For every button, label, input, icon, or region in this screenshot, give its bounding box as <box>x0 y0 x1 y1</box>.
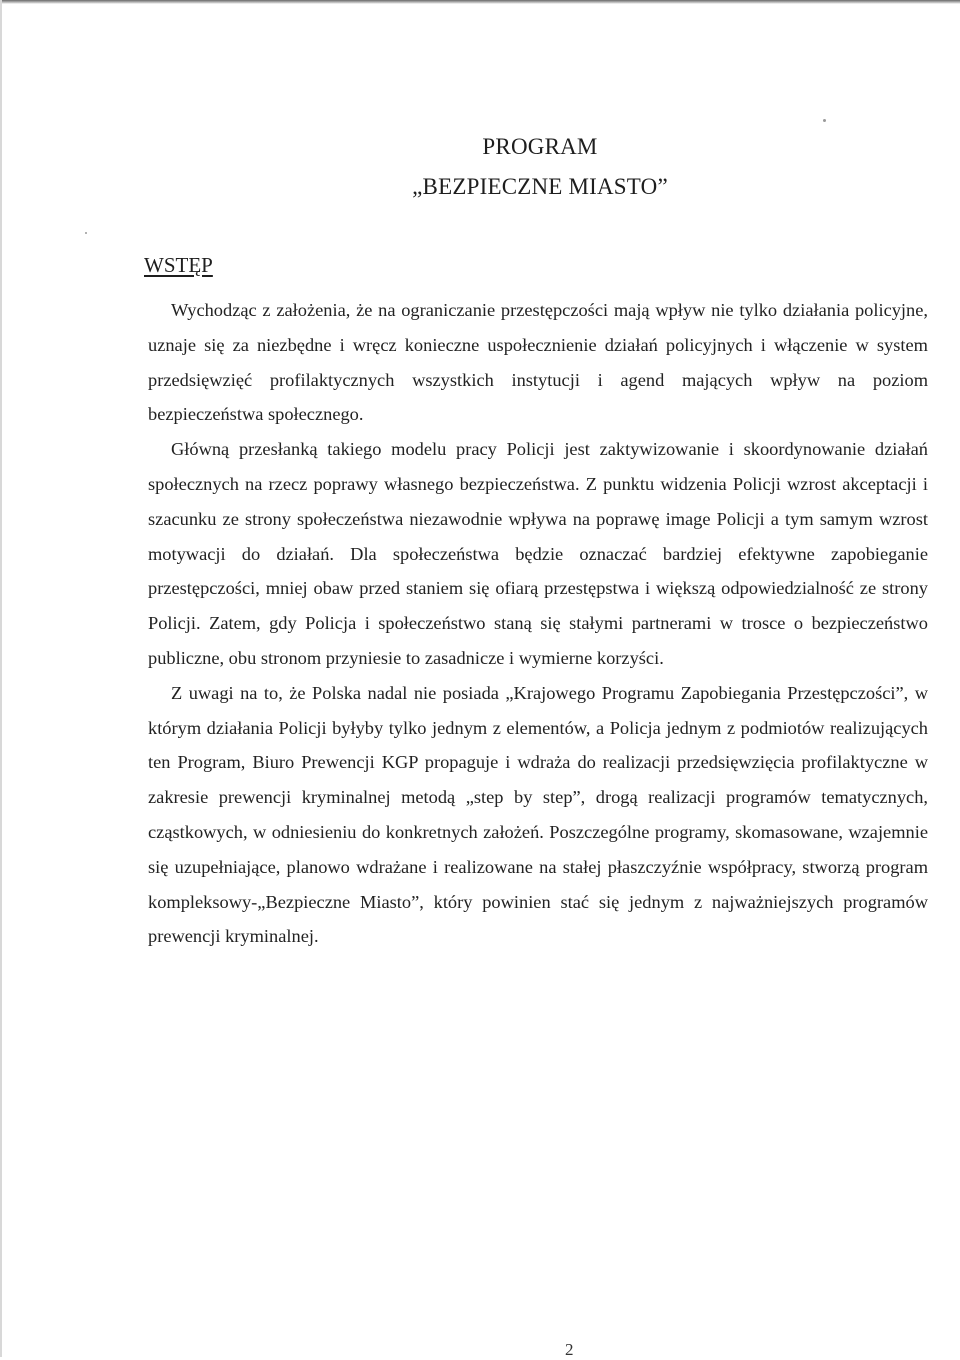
scan-speck <box>85 232 87 234</box>
paragraph-1: Wychodząc z założenia, że na ograniczanie przestępczości mają wpływ nie tylko działania policyjne, uznaje się za niezbędne i wręcz konieczne uspołecznienie działań policyjnych i włączenie w system przedsięwzięć profilaktycznych wszystkich instytucji i agend mających wpływ na poziom bezpieczeństwa społecznego. <box>148 300 928 425</box>
document-body <box>148 293 928 954</box>
scan-speck <box>823 119 826 122</box>
scan-edge-top <box>0 0 960 4</box>
paragraph-2: Główną przesłanką takiego modelu pracy Policji jest zaktywizowanie i skoordynowanie działań społecznych na rzecz poprawy własnego bezpieczeństwa. Z punktu widzenia Policji wzrost akceptacji i szacunku ze strony społeczeństwa niezawodnie wpływa na poprawę image Policji a tym samym wzrost motywacji do działań. Dla społeczeństwa będzie oznaczać bardziej efektywne zapobieganie przestępczości, mniej obaw przed staniem się ofiarą przestępstwa i większą odpowiedzialność ze strony Policji. Zatem, gdy Policja i społeczeństwo staną się stałymi partnerami w trosce o bezpieczeństwo publiczne, obu stronom przyniesie to zasadnicze i wymierne korzyści. <box>148 439 928 668</box>
paragraph-3: Z uwagi na to, że Polska nadal nie posiada „Krajowego Programu Zapobiegania Przestępczości”, w którym działania Policji byłyby tylko jednym z elementów, a Policja jednym z podmiotów realizujących ten Program, Biuro Prewencji KGP propaguje i wdraża do realizacji przedsięwzięcia profilaktyczne w zakresie prewencji kryminalnej metodą „step by step”, drogą realizacji programów tematycznych, cząstkowych, w odniesieniu do konkretnych założeń. Poszczególne programy, skomasowane, wzajemnie się uzupełniające, planowo wdrażane i realizowane na stałej płaszczyźnie współpracy, stworzą program kompleksowy-„Bezpieczne Miasto”, który powinien stać się jednym z najważniejszych programów prewencji kryminalnej. <box>148 682 928 947</box>
document-subtitle: „BEZPIECZNE MIASTO” <box>412 174 668 199</box>
document-title: PROGRAM <box>482 134 598 159</box>
section-heading: WSTĘP <box>144 253 213 277</box>
title-block <box>0 127 960 207</box>
page-number: 2 <box>565 1340 574 1359</box>
